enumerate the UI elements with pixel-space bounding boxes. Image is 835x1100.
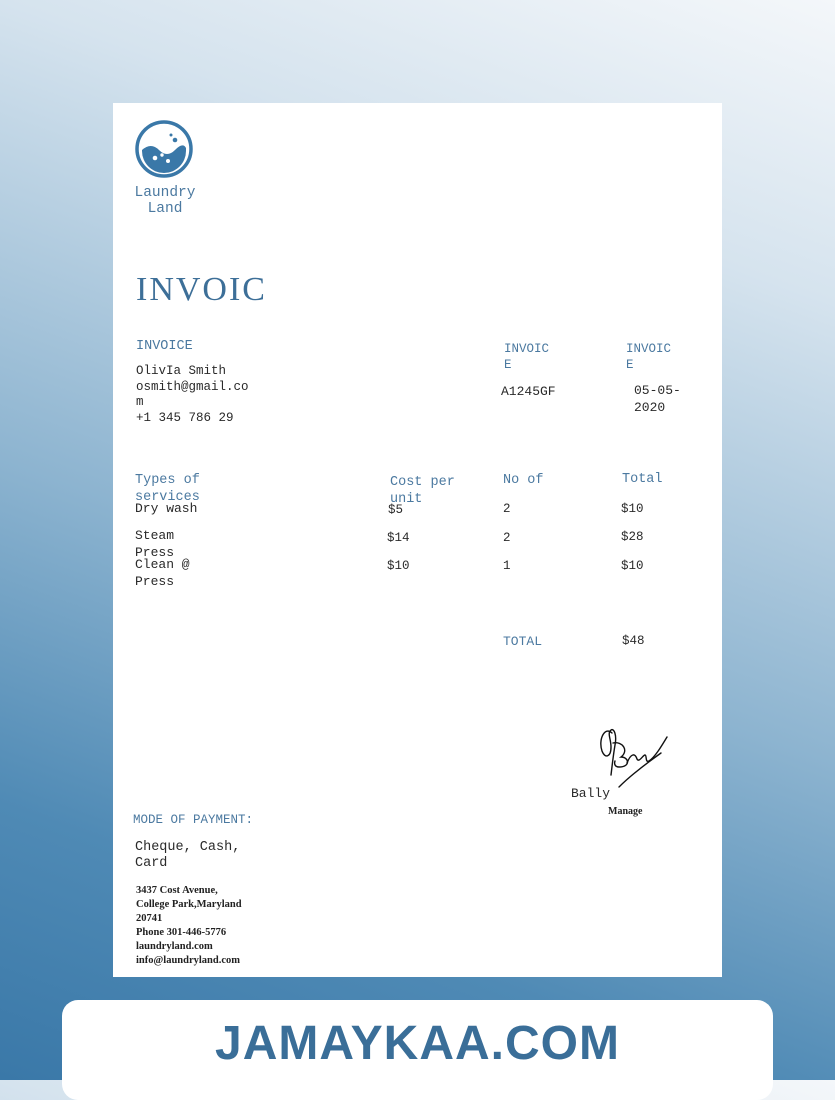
address-website: laundryland.com	[136, 941, 213, 952]
row-2-total: $28	[621, 530, 644, 544]
header-quantity-line1: No of	[503, 473, 544, 488]
row-3-service	[135, 556, 245, 589]
customer-email-line2: m	[136, 395, 144, 409]
billed-to-details	[136, 364, 249, 426]
payment-label: MODE OF PAYMENT:	[133, 813, 254, 827]
billed-to-label: INVOICE	[136, 339, 193, 354]
row-1-service-line1: Dry wash	[135, 501, 198, 516]
row-2-service-line1: Steam	[135, 528, 175, 543]
header-service-type-line1: Types of	[135, 473, 200, 488]
invoice-date-value	[634, 382, 694, 415]
address-email: info@laundryland.com	[136, 955, 240, 966]
invoice-date-label-line1: INVOIC	[626, 342, 672, 356]
row-3-total: $10	[621, 559, 644, 573]
header-cost-per-unit-line1: Cost per	[390, 475, 455, 490]
row-3-service-line1: Clean @	[135, 557, 190, 572]
signatory-name: Bally	[571, 786, 611, 801]
brand-name-line1: Laundry	[134, 185, 196, 201]
invoice-page	[113, 103, 722, 977]
header-cost-per-unit-line2: unit	[390, 492, 423, 507]
document-title: INVOIC	[136, 271, 267, 308]
row-1-cost: $5	[388, 503, 404, 517]
address-line3: 20741	[136, 913, 163, 924]
signatory-role: Manage	[608, 806, 643, 817]
row-3-qty: 1	[503, 559, 511, 573]
customer-email-line1: osmith@gmail.co	[136, 379, 249, 394]
row-1-qty: 2	[503, 502, 511, 516]
address-line2: College Park,Maryland	[136, 899, 242, 910]
address-line1: 3437 Cost Avenue,	[136, 885, 218, 896]
customer-phone: +1 345 786 29	[136, 410, 234, 425]
header-service-type-line2: services	[135, 490, 200, 505]
invoice-date-value-line1: 05-05-	[634, 383, 681, 398]
brand-name-line2: Land	[147, 201, 183, 217]
invoice-number-label-line1: INVOIC	[504, 342, 550, 356]
row-2-cost: $14	[387, 531, 410, 545]
row-2-service-line2: Press	[135, 545, 175, 560]
signature-image	[595, 723, 675, 795]
company-address	[136, 884, 306, 970]
invoice-date-label	[626, 341, 671, 373]
header-quantity	[503, 472, 593, 492]
watermark-banner	[62, 1000, 773, 1100]
row-3-cost: $10	[387, 559, 410, 573]
washing-machine-drum-icon	[135, 120, 193, 178]
header-service-type	[135, 472, 235, 505]
invoice-number-value: A1245GF	[501, 384, 556, 399]
row-2-qty: 2	[503, 531, 511, 545]
header-total	[622, 471, 712, 491]
customer-name: OlivIa Smith	[136, 364, 227, 378]
invoice-number-label-line2: E	[504, 358, 512, 372]
payment-methods-line2: Card	[135, 856, 168, 871]
total-value: $48	[622, 634, 645, 648]
header-total-line1: Total	[622, 472, 663, 487]
invoice-date-label-line2: E	[626, 358, 634, 372]
invoice-number-label	[504, 341, 549, 373]
address-phone: Phone 301-446-5776	[136, 927, 227, 938]
payment-methods	[135, 840, 240, 872]
row-1-service	[135, 500, 245, 520]
row-3-service-line2: Press	[135, 574, 175, 589]
total-label: TOTAL	[503, 634, 543, 649]
payment-methods-line1: Cheque, Cash,	[135, 840, 241, 855]
brand-name	[123, 185, 207, 217]
row-2-service	[135, 527, 245, 560]
row-1-total: $10	[621, 502, 644, 516]
watermark-text: JAMAYKAA.COM	[215, 1017, 620, 1070]
header-cost-per-unit	[390, 474, 490, 507]
invoice-date-value-line2: 2020	[634, 400, 666, 415]
